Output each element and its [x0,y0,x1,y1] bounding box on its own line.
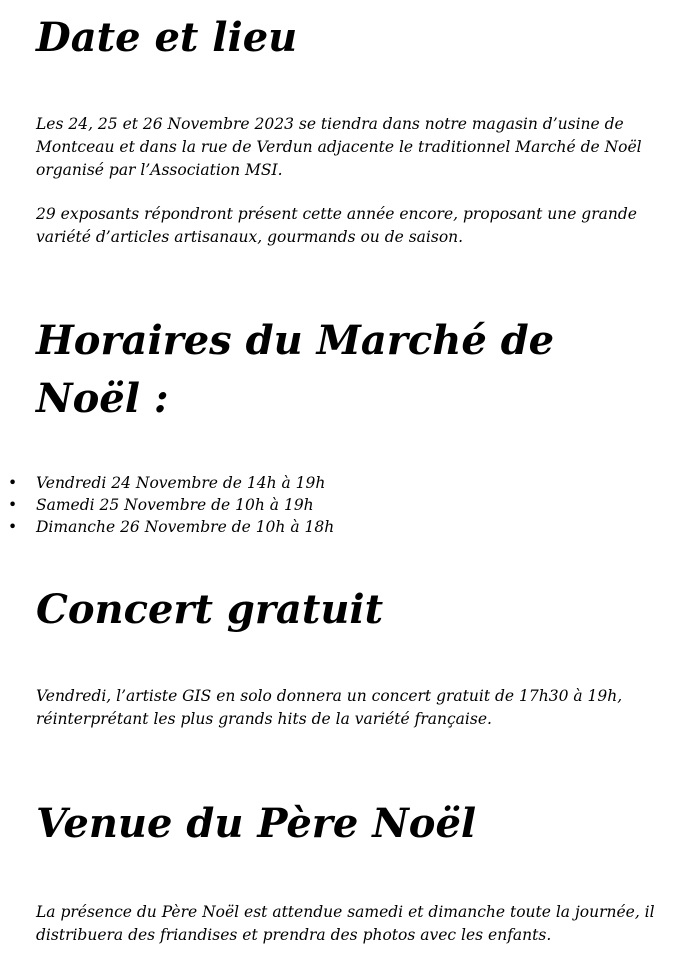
schedule-item-text: Dimanche 26 Novembre de 10h à 18h [36,518,335,536]
heading-venue-pere-noel: Venue du Père Noël [36,800,477,847]
list-item [8,494,334,516]
paragraph-exposants: 29 exposants répondront présent cette année encore, proposant une grande variété d’articles artisanaux, gourmands ou de saison. [36,205,637,246]
schedule-item-text: Vendredi 24 Novembre de 14h à 19h [36,474,326,492]
paragraph-date-details: Les 24, 25 et 26 Novembre 2023 se tiendra dans notre magasin d’usine de Montceau et dans la rue de Verdun adjacente le traditionnel Marché de Noël organisé par l’Association MSI. [36,115,642,179]
schedule-list [8,472,335,538]
bullet-icon: • [8,474,18,492]
bullet-icon: • [8,518,18,536]
heading-horaires: Horaires du Marché de Noël : [36,317,555,422]
bullet-icon: • [8,496,18,514]
heading-concert-gratuit: Concert gratuit [36,586,384,633]
schedule-item-text: Samedi 25 Novembre de 10h à 19h [36,496,314,514]
list-item [8,472,334,494]
paragraph-pere-noel: La présence du Père Noël est attendue samedi et dimanche toute la journée, il distribuera des friandises et prendra des photos avec les enfants. [36,903,655,944]
paragraph-concert: Vendredi, l’artiste GIS en solo donnera un concert gratuit de 17h30 à 19h, réinterprétant les plus grands hits de la variété française. [36,687,623,728]
heading-date-et-lieu: Date et lieu [36,14,298,61]
list-item [8,516,335,538]
